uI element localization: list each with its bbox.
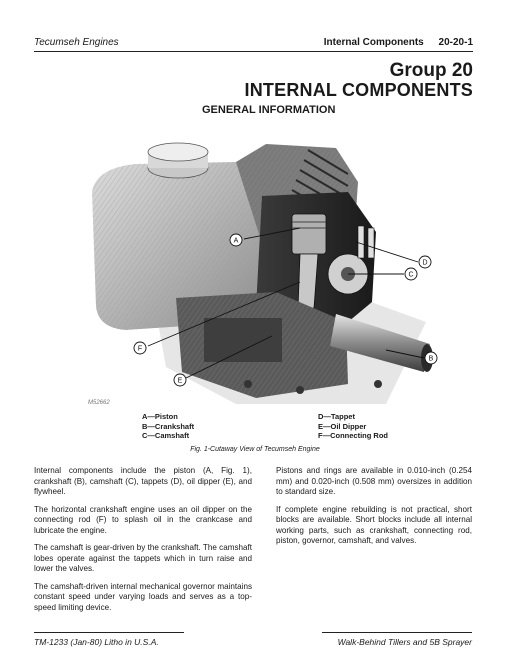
body-paragraph: The camshaft-driven internal mechanical governor maintains constant speed under varying loads and serves as a top-speed limiting device. — [34, 581, 252, 612]
callout-label-a: A — [233, 237, 239, 245]
group-title: Group 20 — [389, 60, 473, 81]
engine-cutaway-figure — [86, 122, 438, 404]
header-section-title: Internal Components — [323, 37, 424, 48]
footer-manual-title: Walk-Behind Tillers and 5B Sprayer — [337, 637, 472, 647]
footer-publication: TM-1233 (Jan-80) Litho in U.S.A. — [34, 637, 159, 647]
callout-label-e: E — [177, 377, 183, 385]
section-title: GENERAL INFORMATION — [202, 104, 336, 116]
body-paragraph: Pistons and rings are available in 0.010-inch (0.254 mm) and 0.020-inch (0.508 mm) oversizes in addition to standard size. — [276, 466, 472, 496]
legend-item: C—Camshaft — [142, 431, 190, 440]
footer-rule-right — [322, 632, 472, 633]
figure-legend-right — [318, 412, 388, 441]
header-page-number: 20-20-1 — [438, 37, 473, 48]
figure-id: M52662 — [88, 400, 110, 406]
legend-item: A—Piston — [142, 412, 178, 421]
header-rule — [34, 51, 473, 52]
callout-label-c: C — [408, 271, 414, 279]
callout-label-d: D — [422, 259, 428, 267]
callout-label-b: B — [428, 355, 434, 363]
legend-item: D—Tappet — [318, 412, 355, 421]
chapter-title: INTERNAL COMPONENTS — [244, 80, 473, 100]
legend-item: E—Oil Dipper — [318, 421, 367, 431]
body-column-left — [34, 466, 252, 620]
body-column-right — [276, 466, 472, 554]
legend-item: F—Connecting Rod — [318, 431, 388, 440]
body-paragraph: The horizontal crankshaft engine uses an oil dipper on the connecting rod (F) to splash oil in the crankcase and lubricate the engine. — [34, 504, 252, 535]
legend-item: B—Crankshaft — [142, 421, 195, 431]
figure-caption: Fig. 1-Cutaway View of Tecumseh Engine — [190, 446, 320, 453]
callout-label-f: F — [137, 345, 143, 353]
engine-cutaway-illustration — [86, 122, 438, 404]
body-paragraph: If complete engine rebuilding is not practical, short blocks are available. Short blocks include all internal working parts, such as crankshaft, connecting rod, piston, governor, camshaft, and valves. — [276, 504, 472, 545]
figure-legend-left — [142, 412, 194, 441]
footer-rule-left — [34, 632, 184, 633]
header-manufacturer: Tecumseh Engines — [34, 37, 119, 48]
body-paragraph: Internal components include the piston (A, Fig. 1), crankshaft (B), camshaft (C), tappets (D), oil dipper (E), and flywheel. — [34, 466, 252, 496]
header-section — [324, 37, 473, 48]
body-paragraph: The camshaft is gear-driven by the crankshaft. The camshaft lobes operate against the tappets which in turn raise and lower the valves. — [34, 543, 252, 573]
